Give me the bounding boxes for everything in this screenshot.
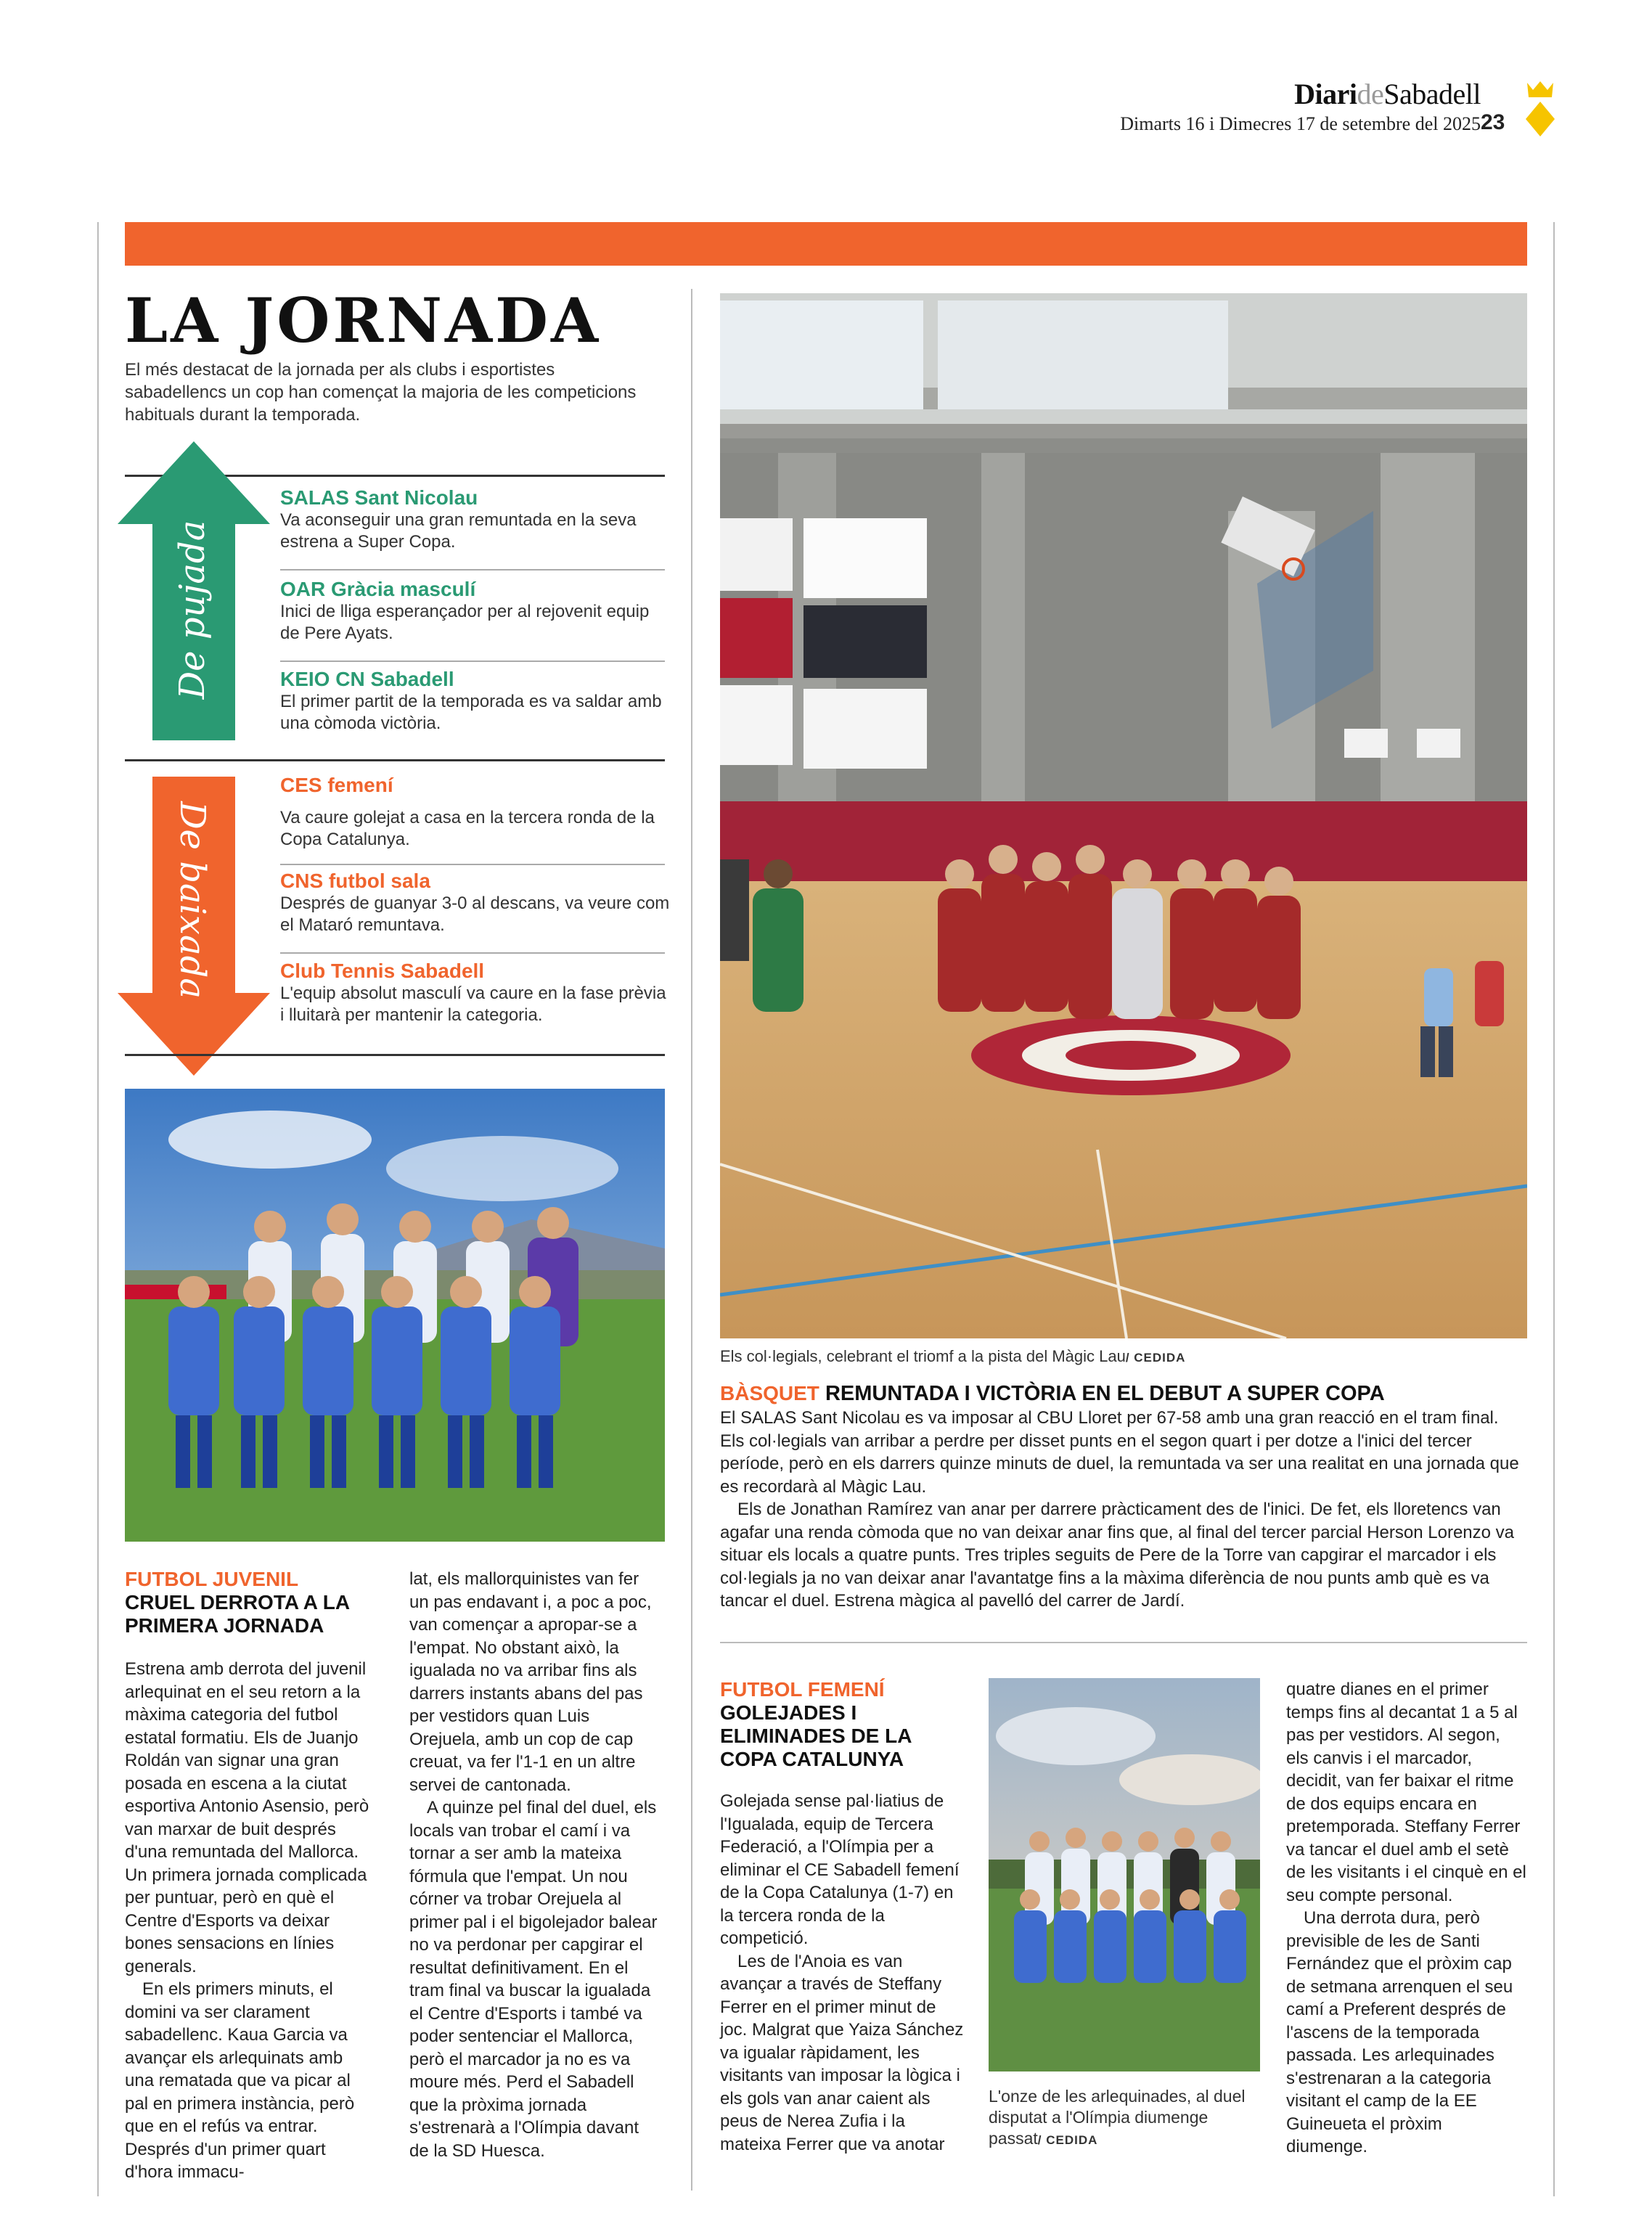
item-title: SALAS Sant Nicolau [280, 486, 478, 509]
item-text: El primer partit de la temporada es va saldar amb una còmoda victòria. [280, 692, 662, 733]
list-item [280, 774, 672, 851]
item-text: Inici de lliga esperançador per al rejovenit equip de Pere Ayats. [280, 602, 650, 643]
item-title: CNS futbol sala [280, 870, 430, 892]
juvenil-team-photo [125, 1089, 665, 1542]
column-divider [691, 289, 692, 2191]
juvenil-body-col2: lat, els mallorquinistes van fer un pas endavant i, a poc a poc, van començar a apropar-se a l'empat. No obstant això, la igualada no va arribar fins als darrers instants abans del pas per vestidors quan Luis Orejuela, amb un cop de cap creuat, va fer l'1-1 en un altre servei de cantonada. A quinze pel final del duel, els locals van trobar el camí i va tornar a ser amb la mateixa fórmula que l'empat. Un nou córner va trobar Orejuela al primer pal i el bigolejador balear no va perdonar per capgirar el resultat definitivament. En el tram final va buscar la igualada el Centre d'Esports i també va poder sentenciar el Mallorca, però el marcador ja no es va moure més. Perd el Sabadell que la pròxima jornada s'estrenarà a l'Olímpia davant de la SD Huesca. [409, 1569, 658, 2161]
list-item [280, 578, 672, 645]
list-rule [280, 569, 665, 570]
list-bottom-rule [125, 1054, 665, 1056]
list-rule [280, 952, 665, 954]
up-label: De pujada [172, 520, 213, 700]
list-middle-rule [125, 759, 665, 761]
list-item [280, 668, 672, 735]
femeni-team-photo [989, 1678, 1260, 2071]
basketball-photo [720, 293, 1527, 1338]
item-title: CES femení [280, 774, 393, 796]
item-title: OAR Gràcia masculí [280, 578, 476, 600]
frame-left-line [97, 222, 99, 2196]
femeni-caption: L'onze de les arlequinades, al duel disputat a l'Olímpia diumenge passat/ CEDIDA [989, 2087, 1246, 2148]
list-item [280, 486, 672, 553]
section-title: LA JORNADA [125, 285, 602, 356]
section-intro: El més destacat de la jornada per als clubs i esportistes sabadellencs un cop han començat la majoria de les competicions habituals durant la temporada. [125, 360, 637, 425]
femeni-body-col3: quatre dianes en el primer temps fins al decantat 1 a 5 al pas per vestidors. Al segon, els canvis i el marcador, decidit, van fer baixar el ritme de dos equips encara en pretemporada. Steffany Ferrer va tancar el duel amb el setè de les visitants i el cinquè en el seu compte personal. Una derrota dura, però previsible de les de Santi Fernández que el pròxim cap de setmana arrenquen el seu camí a Preferent després de l'ascens de la temporada passada. Les arlequinades s'estrenaran a la categoria visitant el camp de la EE Guineueta el pròxim diumenge. [1286, 1680, 1526, 2156]
item-text: Va caure golejat a casa en la tercera ronda de la Copa Catalunya. [280, 808, 655, 849]
juvenil-heading [125, 1568, 372, 1637]
juvenil-kicker: FUTBOL JUVENIL [125, 1568, 299, 1590]
item-text: Va aconseguir una gran remuntada en la seva estrena a Super Copa. [280, 510, 637, 552]
femeni-heading [720, 1678, 960, 1771]
frame-right-line [1553, 222, 1555, 2196]
basketball-caption: Els col·legials, celebrant el triomf a la pista del Màgic Lau/ CEDIDA [720, 1347, 1186, 1365]
femeni-body-col1: Golejada sense pal·liatius de l'Igualada, equip de Tercera Federació, a l'Olímpia per a eliminar el CE Sabadell femení de la Copa Catalunya (1-7) en la tercera ronda de la competició. Les de l'Anoia es van avançar a través de Steffany Ferrer en el primer minut de joc. Malgrat que Yaiza Sánchez va igualar ràpidament, les visitants van imposar la lògica i els gols van anar caient als peus de Nerea Zufia i la mateixa Ferrer que va anotar [720, 1791, 964, 2154]
section-divider [720, 1642, 1527, 1643]
basketball-headline: BÀSQUET REMUNTADA I VICTÒRIA EN EL DEBUT A SUPER COPA [720, 1382, 1385, 1405]
femeni-kicker: FUTBOL FEMENÍ [720, 1678, 885, 1701]
crown-diamond-icon [1524, 80, 1556, 138]
item-text: Després de guanyar 3-0 al descans, va veure com el Mataró remuntava. [280, 893, 670, 935]
issue-date: Dimarts 16 i Dimecres 17 de setembre del 2025 [1120, 113, 1481, 134]
juvenil-headline: CRUEL DERROTA A LA PRIMERA JORNADA [125, 1591, 350, 1637]
basketball-body: El SALAS Sant Nicolau es va imposar al CBU Lloret per 67-58 amb una gran reacció en el tram final. Els col·legials van arribar a perdre per disset punts en el segon quart i per dotze a l'inici del tercer període, però en els darrers quinze minuts de duel, la remuntada va ser una realitat en una jornada que es recordarà al Màgic Lau. Els de Jonathan Ramírez van anar per darrere pràcticament des de l'inici. De fet, els lloretencs van agafar una renda còmoda que no van deixar anar fins que, al final del tercer parcial Herson Lorenzo va situar els locals a quatre punts. Tres triples seguits de Pere de la Torre van capgirar el marcador i els col·legials ja no van deixar anar l'avantatge fins a la màxima diferència de nou punts amb què es va tancar el duel. Estrena màgica al pavelló del carrer de Jardí. [720, 1408, 1519, 1611]
list-item [280, 870, 672, 936]
page-number: 23 [1481, 110, 1505, 134]
femeni-headline: GOLEJADES I ELIMINADES DE LA COPA CATALUNYA [720, 1701, 912, 1770]
down-label: De baixada [172, 801, 213, 999]
list-item [280, 960, 672, 1026]
section-color-bar [125, 222, 1527, 266]
item-title: KEIO CN Sabadell [280, 668, 454, 690]
juvenil-body-col1: Estrena amb derrota del juvenil arlequinat en el seu retorn a la màxima categoria del futbol estatal formatiu. Els de Juanjo Roldán van signar una gran posada en escena a la ciutat esportiva Antonio Asensio, però van marxar de buit després d'una remuntada del Mallorca. Un primera jornada complicada per puntuar, però en què el Centre d'Esports va deixar bones sensacions en línies generals. En els primers minuts, el domini va ser clarament sabadellenc. Kaua Garcia va avançar els arlequinats amb una rematada que va picar al pal en primera instància, però que en el refús va entrar. Després d'un primer quart d'hora immacu- [125, 1659, 369, 2182]
item-text: L'equip absolut masculí va caure en la fase prèvia i lluitarà per mantenir la categoria. [280, 983, 666, 1025]
list-rule [280, 864, 665, 865]
list-rule [280, 660, 665, 662]
item-title: Club Tennis Sabadell [280, 960, 485, 982]
basketball-article [720, 1382, 1527, 1613]
masthead-logo: DiarideSabadell [1294, 78, 1481, 110]
